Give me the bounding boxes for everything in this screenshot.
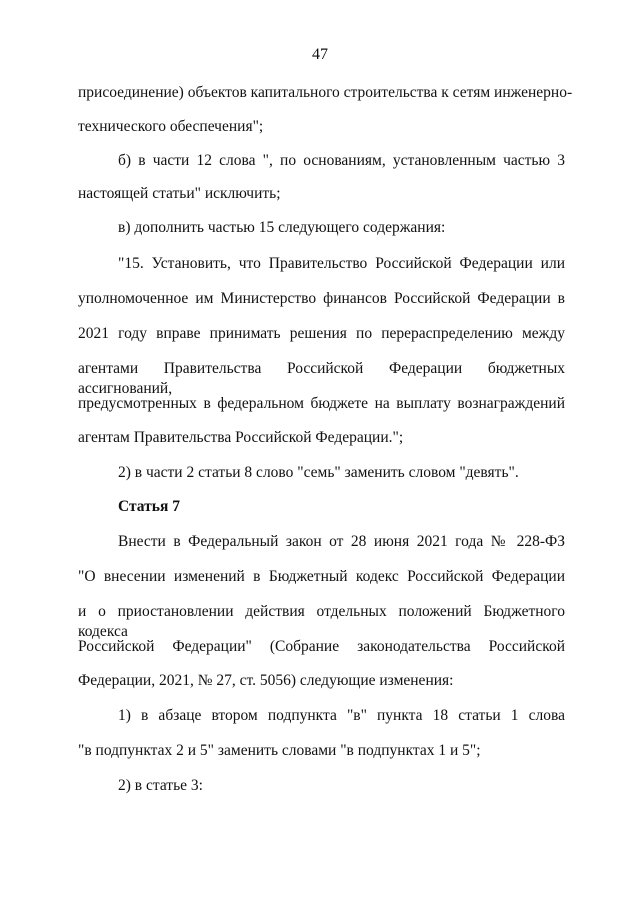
paragraph-line: Внести в Федеральный закон от 28 июня 2021 года № 228-ФЗ	[118, 533, 565, 550]
paragraph-line: уполномоченное им Министерство финансов Российской Федерации в	[78, 290, 565, 307]
article-heading: Статья 7	[118, 498, 180, 515]
paragraph-line: б) в части 12 слова ", по основаниям, установленным частью 3	[118, 152, 565, 169]
paragraph-line: и о приостановлении действия отдельных положений Бюджетного кодекса	[78, 603, 565, 640]
paragraph-line: 2) в части 2 статьи 8 слово "семь" заменить словом "девять".	[118, 464, 519, 481]
page-number: 47	[312, 46, 328, 63]
paragraph-line: агентами Правительства Российской Федерации бюджетных ассигнований,	[78, 360, 565, 397]
paragraph-line: технического обеспечения";	[78, 118, 264, 135]
paragraph-line: 1) в абзаце втором подпункта "в" пункта 18 статьи 1 слова	[118, 707, 565, 724]
paragraph-line: "15. Установить, что Правительство Российской Федерации или	[118, 255, 565, 272]
paragraph-line: присоединение) объектов капитального строительства к сетям инженерно-	[78, 84, 573, 101]
paragraph-line: настоящей статьи" исключить;	[78, 185, 281, 202]
paragraph-line: 2021 году вправе принимать решения по перераспределению между	[78, 325, 565, 342]
paragraph-line: Российской Федерации" (Собрание законодательства Российской	[78, 638, 565, 655]
paragraph-line: агентам Правительства Российской Федерации.";	[78, 429, 404, 446]
paragraph-line: Федерации, 2021, № 27, ст. 5056) следующие изменения:	[78, 672, 454, 689]
paragraph-line: предусмотренных в федеральном бюджете на выплату вознаграждений	[78, 395, 565, 412]
paragraph-line: в) дополнить частью 15 следующего содержания:	[118, 219, 446, 236]
paragraph-line: 2) в статье 3:	[118, 777, 203, 794]
paragraph-line: "в подпунктах 2 и 5" заменить словами "в подпунктах 1 и 5";	[78, 742, 481, 759]
paragraph-line: "О внесении изменений в Бюджетный кодекс Российской Федерации	[78, 568, 565, 585]
